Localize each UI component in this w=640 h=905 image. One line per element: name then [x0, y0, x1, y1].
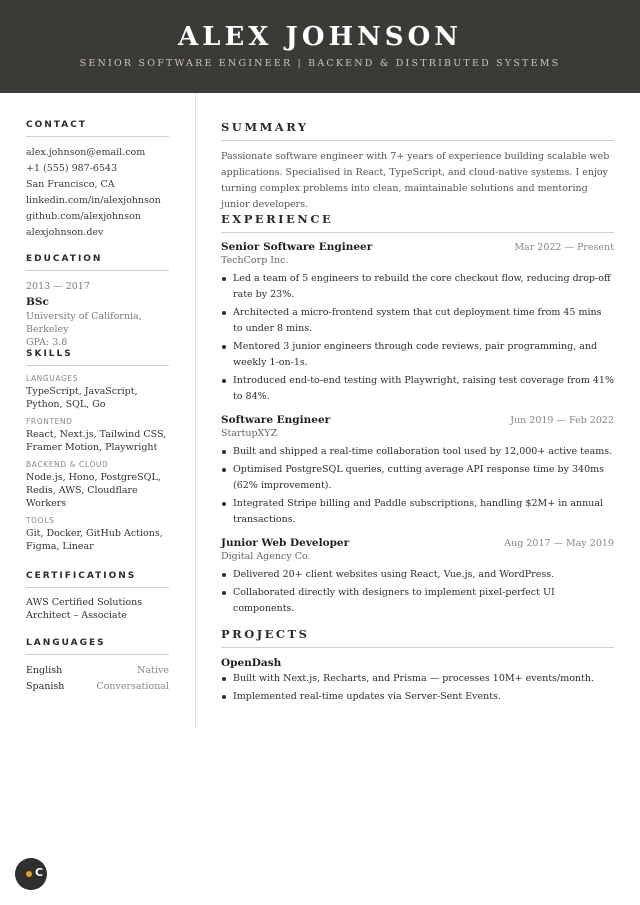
skill-group [26, 374, 169, 411]
contact-phone[interactable]: +1 (555) 987-6543 [26, 163, 118, 174]
job-entry [221, 414, 614, 528]
education-degree: BSc [26, 296, 49, 308]
job-bullet: Mentored 3 junior engineers through code reviews, pair programming, and weekly 1-on-1s. [221, 339, 614, 371]
job-title: Junior Web Developer [221, 537, 350, 549]
education-gpa: GPA: 3.8 [26, 337, 68, 348]
language-name: English [26, 665, 63, 676]
job-entry [221, 537, 614, 617]
skill-group [26, 460, 169, 510]
language-row [26, 679, 169, 695]
languages-section [26, 638, 169, 695]
candidate-name: ALEX JOHNSON [178, 22, 462, 52]
job-company: StartupXYZ [221, 428, 278, 439]
education-section [26, 254, 169, 349]
resume-header [0, 0, 640, 93]
experience-section [221, 212, 614, 619]
education-heading: EDUCATION [26, 254, 169, 271]
projects-section [221, 627, 614, 707]
project-bullet: Built with Next.js, Recharts, and Prisma — processes 10M+ events/month. [221, 671, 614, 687]
project-name: OpenDash [221, 657, 282, 669]
contact-location: San Francisco, CA [26, 179, 115, 190]
languages-heading: LANGUAGES [26, 638, 169, 655]
skills-heading: SKILLS [26, 349, 169, 366]
chat-widget-button[interactable] [15, 858, 47, 890]
language-name: Spanish [26, 681, 65, 692]
education-school: University of California, Berkeley [26, 311, 142, 335]
job-company: Digital Agency Co. [221, 551, 311, 562]
job-bullet: Delivered 20+ client websites using React, Vue.js, and WordPress. [221, 567, 614, 583]
skill-group [26, 417, 169, 454]
job-bullet: Introduced end-to-end testing with Playwright, raising test coverage from 41% to 84%. [221, 373, 614, 405]
contact-heading: CONTACT [26, 120, 169, 137]
job-title: Software Engineer [221, 414, 331, 426]
contact-email[interactable]: alex.johnson@email.com [26, 147, 146, 158]
language-row [26, 663, 169, 679]
job-bullet: Collaborated directly with designers to implement pixel-perfect UI components. [221, 585, 614, 617]
job-bullet: Led a team of 5 engineers to rebuild the core checkout flow, reducing drop-off rate by 23%. [221, 271, 614, 303]
job-dates: Mar 2022 — Present [514, 242, 614, 253]
widget-letter: C [35, 866, 44, 879]
skill-group-text: React, Next.js, Tailwind CSS, Framer Motion, Playwright [26, 429, 167, 453]
contact-github[interactable]: github.com/alexjohnson [26, 211, 141, 222]
contact-section [26, 120, 169, 241]
summary-text: Passionate software engineer with 7+ years of experience building scalable web applications. Specialised in React, TypeScript, and cloud-native systems. I enjoy turning complex problems into clean, maintainable solutions and mentoring junior developers. [221, 151, 610, 210]
job-dates: Aug 2017 — May 2019 [504, 538, 614, 549]
project-bullet: Implemented real-time updates via Server-Sent Events. [221, 689, 614, 705]
job-bullet: Built and shipped a real-time collaboration tool used by 12,000+ active teams. [221, 444, 614, 460]
certification-item: AWS Certified Solutions Architect – Associate [26, 597, 143, 621]
projects-heading: PROJECTS [221, 627, 614, 648]
language-level: Native [137, 665, 169, 676]
skill-group [26, 516, 169, 553]
job-company: TechCorp Inc. [221, 255, 289, 266]
contact-linkedin[interactable]: linkedin.com/in/alexjohnson [26, 195, 161, 206]
skill-group-text: Git, Docker, GitHub Actions, Figma, Linear [26, 528, 163, 552]
summary-section [221, 120, 614, 213]
skill-group-text: Node.js, Hono, PostgreSQL, Redis, AWS, Cloudflare Workers [26, 472, 161, 509]
skill-group-label: FRONTEND [26, 417, 73, 426]
job-dates: Jun 2019 — Feb 2022 [510, 415, 614, 426]
skill-group-label: TOOLS [26, 516, 55, 525]
status-dot-icon [26, 871, 32, 877]
summary-heading: SUMMARY [221, 120, 614, 141]
skill-group-label: BACKEND & CLOUD [26, 460, 109, 469]
education-years: 2013 — 2017 [26, 281, 90, 292]
experience-heading: EXPERIENCE [221, 212, 614, 233]
job-bullet: Architected a micro-frontend system that cut deployment time from 45 mins to under 8 mins. [221, 305, 614, 337]
skill-group-label: LANGUAGES [26, 374, 79, 383]
job-bullet: Integrated Stripe billing and Paddle subscriptions, handling $2M+ in annual transactions. [221, 496, 614, 528]
contact-website[interactable]: alexjohnson.dev [26, 227, 104, 238]
skill-group-text: TypeScript, JavaScript, Python, SQL, Go [26, 386, 138, 410]
candidate-tagline: SENIOR SOFTWARE ENGINEER | BACKEND & DISTRIBUTED SYSTEMS [79, 58, 561, 69]
sidebar [0, 93, 196, 728]
certifications-section [26, 571, 169, 622]
skills-section [26, 349, 169, 553]
project-entry [221, 656, 614, 705]
job-title: Senior Software Engineer [221, 241, 373, 253]
language-level: Conversational [96, 681, 169, 692]
certifications-heading: CERTIFICATIONS [26, 571, 169, 588]
job-bullet: Optimised PostgreSQL queries, cutting average API response time by 340ms (62% improvement). [221, 462, 614, 494]
job-entry [221, 241, 614, 405]
